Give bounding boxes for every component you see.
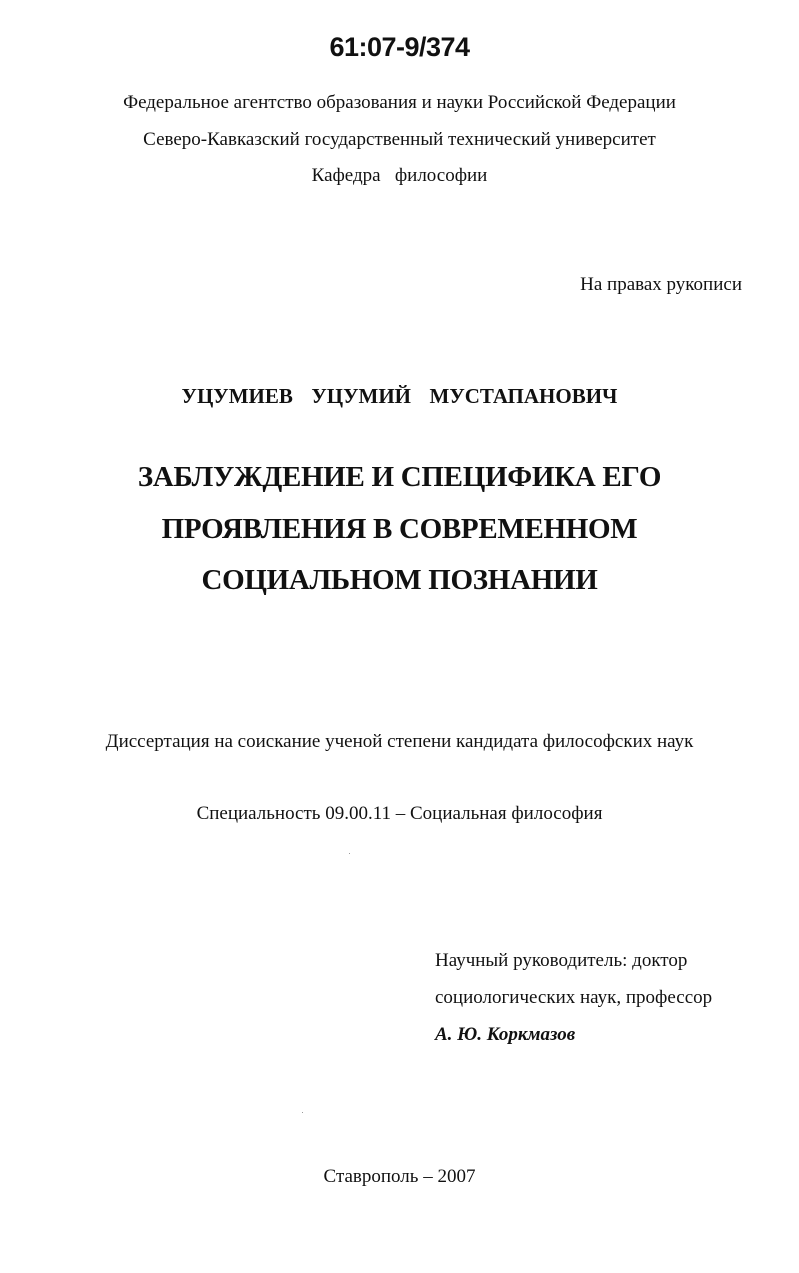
thesis-title-line-1: ЗАБЛУЖДЕНИЕ И СПЕЦИФИКА ЕГО bbox=[137, 461, 662, 493]
institution-agency: Федеральное агентство образования и науки Российской Федерации bbox=[123, 92, 676, 113]
advisor-line-2: социологических наук, профессор bbox=[435, 987, 713, 1008]
institution-university: Северо-Кавказский государственный технический университет bbox=[143, 129, 656, 150]
advisor-line-1: Научный руководитель: доктор bbox=[435, 950, 688, 971]
scan-speck bbox=[349, 853, 350, 854]
advisor-name: А. Ю. Коркмазов bbox=[435, 1024, 576, 1045]
author-name: УЦУМИЕВ УЦУМИЙ МУСТАПАНОВИЧ bbox=[181, 384, 618, 408]
thesis-title-line-3: СОЦИАЛЬНОМ ПОЗНАНИИ bbox=[201, 564, 598, 596]
catalog-code: 61:07-9/374 bbox=[329, 32, 470, 62]
city-year: Ставрополь – 2007 bbox=[323, 1166, 476, 1187]
degree-statement: Диссертация на соискание ученой степени кандидата философских наук bbox=[105, 731, 694, 752]
thesis-title-line-2: ПРОЯВЛЕНИЯ В СОВРЕМЕННОМ bbox=[161, 513, 638, 545]
institution-department: Кафедра философии bbox=[311, 165, 488, 186]
scan-speck bbox=[302, 1112, 303, 1113]
manuscript-note: На правах рукописи bbox=[580, 274, 742, 295]
specialty: Специальность 09.00.11 – Социальная философия bbox=[196, 803, 603, 824]
